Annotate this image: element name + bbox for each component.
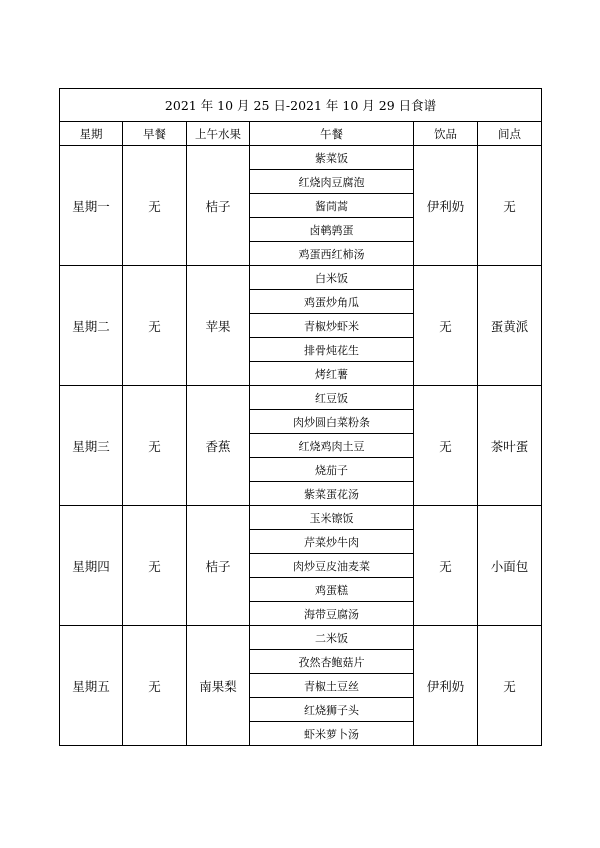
- breakfast-cell: 无: [123, 386, 187, 506]
- fruit-cell: 苹果: [187, 266, 250, 386]
- lunch-dish: 虾米萝卜汤: [250, 722, 414, 746]
- lunch-dish: 红豆饭: [250, 386, 414, 410]
- header-drink: 饮品: [414, 122, 478, 146]
- day-name: 星期一: [60, 146, 123, 266]
- header-morning-fruit: 上午水果: [187, 122, 250, 146]
- lunch-dish: 烤红薯: [250, 362, 414, 386]
- lunch-dish: 芹菜炒牛肉: [250, 530, 414, 554]
- lunch-dish: 酱茼蒿: [250, 194, 414, 218]
- lunch-dish: 海带豆腐汤: [250, 602, 414, 626]
- lunch-dish: 肉炒豆皮油麦菜: [250, 554, 414, 578]
- fruit-cell: 南果梨: [187, 626, 250, 746]
- lunch-dish: 红烧肉豆腐泡: [250, 170, 414, 194]
- table-row: [60, 146, 542, 170]
- day-name: 星期五: [60, 626, 123, 746]
- table-row: [60, 386, 542, 410]
- lunch-dish: 卤鹌鹑蛋: [250, 218, 414, 242]
- menu-title: 2021 年 10 月 25 日-2021 年 10 月 29 日食谱: [60, 89, 542, 122]
- breakfast-cell: 无: [123, 626, 187, 746]
- weekly-menu-table: [59, 88, 542, 746]
- snack-cell: 无: [478, 626, 542, 746]
- lunch-dish: 排骨炖花生: [250, 338, 414, 362]
- breakfast-cell: 无: [123, 506, 187, 626]
- day-name: 星期三: [60, 386, 123, 506]
- header-day: 星期: [60, 122, 123, 146]
- snack-cell: 小面包: [478, 506, 542, 626]
- fruit-cell: 香蕉: [187, 386, 250, 506]
- fruit-cell: 桔子: [187, 146, 250, 266]
- lunch-dish: 紫菜蛋花汤: [250, 482, 414, 506]
- lunch-dish: 青椒炒虾米: [250, 314, 414, 338]
- table-row: [60, 506, 542, 530]
- drink-cell: 无: [414, 266, 478, 386]
- breakfast-cell: 无: [123, 266, 187, 386]
- day-name: 星期四: [60, 506, 123, 626]
- breakfast-cell: 无: [123, 146, 187, 266]
- table-row: [60, 626, 542, 650]
- table-row: [60, 266, 542, 290]
- header-breakfast: 早餐: [123, 122, 187, 146]
- snack-cell: 无: [478, 146, 542, 266]
- header-lunch: 午餐: [250, 122, 414, 146]
- drink-cell: 伊利奶: [414, 146, 478, 266]
- header-row: [60, 122, 542, 146]
- lunch-dish: 鸡蛋糕: [250, 578, 414, 602]
- fruit-cell: 桔子: [187, 506, 250, 626]
- lunch-dish: 红烧狮子头: [250, 698, 414, 722]
- day-name: 星期二: [60, 266, 123, 386]
- lunch-dish: 烧茄子: [250, 458, 414, 482]
- lunch-dish: 鸡蛋西红柿汤: [250, 242, 414, 266]
- header-snack: 间点: [478, 122, 542, 146]
- lunch-dish: 青椒土豆丝: [250, 674, 414, 698]
- drink-cell: 无: [414, 386, 478, 506]
- snack-cell: 茶叶蛋: [478, 386, 542, 506]
- lunch-dish: 二米饭: [250, 626, 414, 650]
- lunch-dish: 白米饭: [250, 266, 414, 290]
- lunch-dish: 玉米镲饭: [250, 506, 414, 530]
- lunch-dish: 紫菜饭: [250, 146, 414, 170]
- title-row: [60, 89, 542, 122]
- drink-cell: 伊利奶: [414, 626, 478, 746]
- lunch-dish: 孜然杏鲍菇片: [250, 650, 414, 674]
- lunch-dish: 肉炒圆白菜粉条: [250, 410, 414, 434]
- snack-cell: 蛋黄派: [478, 266, 542, 386]
- lunch-dish: 红烧鸡肉土豆: [250, 434, 414, 458]
- lunch-dish: 鸡蛋炒角瓜: [250, 290, 414, 314]
- drink-cell: 无: [414, 506, 478, 626]
